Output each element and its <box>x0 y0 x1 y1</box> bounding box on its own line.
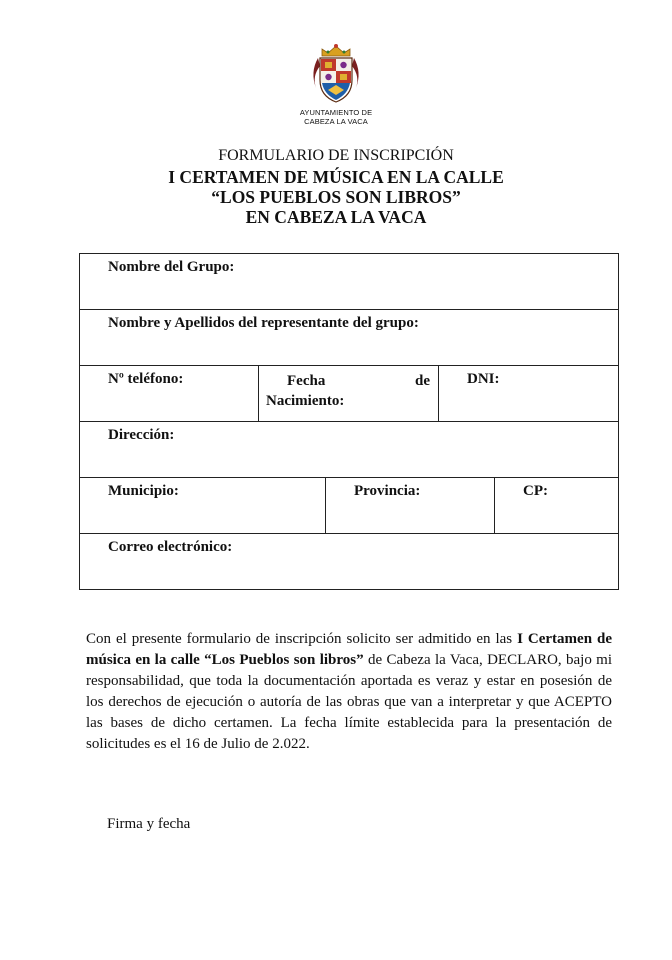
logo-caption-line-1: AYUNTAMIENTO DE <box>299 108 373 117</box>
phone-label: Nº teléfono: <box>108 371 184 387</box>
representative-field[interactable] <box>80 310 619 366</box>
municipal-logo <box>296 42 376 126</box>
address-field[interactable] <box>80 422 619 478</box>
province-label: Provincia: <box>354 483 421 499</box>
declaration-text-2: de Cabeza la Vaca, DECLARO, bajo mi responsabilidad, que toda la documentación aportada es veraz y estar en posesión de los derechos de ejecución o autoría de las obras que van a interpretar y que ACEPTO las bases de dicho certamen. La fecha límite establecida para la presentación de solicitudes es el 16 de Julio de 2.022. <box>86 652 612 752</box>
declaration-paragraph <box>86 629 612 755</box>
registration-form-table <box>79 253 619 590</box>
birth-date-field[interactable] <box>259 366 439 422</box>
address-label: Dirección: <box>108 427 175 443</box>
municipality-label: Municipio: <box>108 483 179 499</box>
title-line-2: “LOS PUEBLOS SON LIBROS” <box>211 187 461 207</box>
document-header <box>0 147 672 227</box>
form-subtitle: FORMULARIO DE INSCRIPCIÓN <box>218 147 454 164</box>
logo-caption <box>296 108 376 126</box>
group-name-label: Nombre del Grupo: <box>108 259 235 275</box>
province-field[interactable] <box>326 478 495 534</box>
postal-code-field[interactable] <box>495 478 619 534</box>
birth-date-word-2: de <box>415 373 430 389</box>
email-field[interactable] <box>80 534 619 590</box>
phone-field[interactable] <box>80 366 259 422</box>
logo-caption-line-2: CABEZA LA VACA <box>304 117 368 126</box>
birth-date-word-1: Fecha <box>287 373 326 389</box>
title-line-3: EN CABEZA LA VACA <box>245 207 427 227</box>
representative-label: Nombre y Apellidos del representante del grupo: <box>108 315 419 331</box>
declaration-text-1: Con el presente formulario de inscripción solicito ser admitido en las <box>86 631 518 647</box>
postal-code-label: CP: <box>523 483 548 499</box>
municipality-field[interactable] <box>80 478 326 534</box>
declaration-bold-text: I Certamen de música en la calle “Los Pueblos son libros” <box>86 631 613 668</box>
coat-of-arms-icon <box>308 42 364 106</box>
signature-label: Firma y fecha <box>107 816 191 832</box>
birth-date-label-row <box>266 371 430 391</box>
title-line-1: I CERTAMEN DE MÚSICA EN LA CALLE <box>168 167 504 187</box>
email-label: Correo electrónico: <box>108 539 233 555</box>
group-name-field[interactable] <box>80 254 619 310</box>
dni-field[interactable] <box>439 366 619 422</box>
dni-label: DNI: <box>467 371 500 387</box>
birth-date-word-3: Nacimiento: <box>266 393 345 409</box>
